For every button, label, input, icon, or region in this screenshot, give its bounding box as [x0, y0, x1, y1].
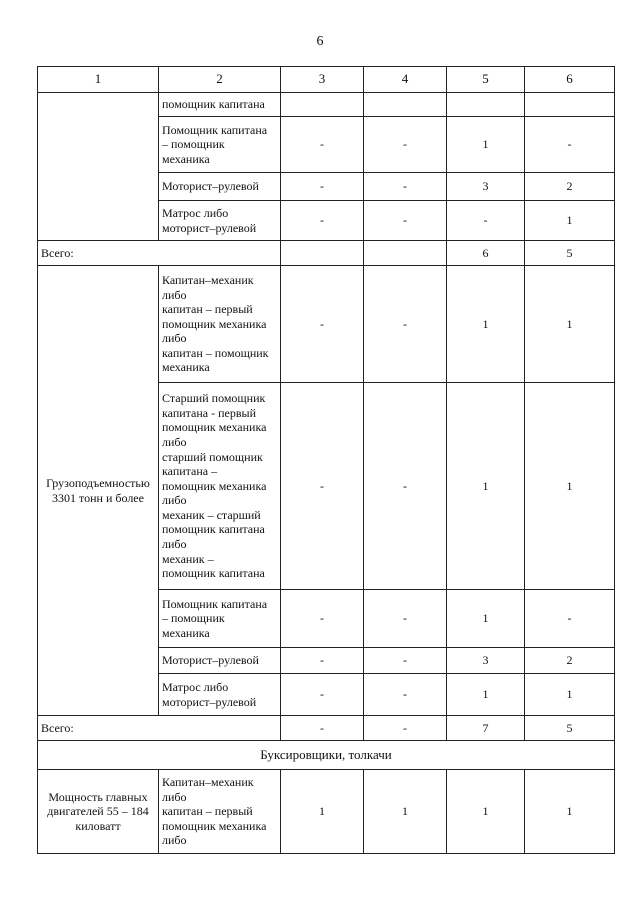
position-line: механика	[162, 151, 210, 166]
value-cell: 3	[447, 648, 525, 674]
position-line: Старший помощник	[162, 391, 266, 406]
position-cell	[159, 674, 281, 716]
value-cell: -	[364, 716, 447, 741]
value-cell: -	[281, 117, 364, 173]
header-cell: 5	[447, 67, 525, 93]
value-cell: 2	[525, 173, 615, 201]
position-line: помощник механика	[162, 478, 267, 493]
position-line: моторист–рулевой	[162, 694, 257, 709]
position-line: – помощник	[162, 137, 225, 152]
header-row	[38, 67, 615, 93]
position-cell	[159, 173, 281, 201]
category-cell	[38, 770, 159, 854]
position-line: помощник механика	[162, 818, 267, 833]
category-line: Мощность главных	[48, 789, 148, 804]
crew-table	[37, 66, 615, 854]
position-line: – помощник	[162, 611, 225, 626]
position-line: механика	[162, 625, 210, 640]
position-line: Матрос либо	[162, 205, 229, 220]
value-cell: 5	[525, 716, 615, 741]
value-cell: 1	[525, 266, 615, 383]
header-cell: 3	[281, 67, 364, 93]
position-line: помощник механика	[162, 316, 267, 331]
position-line: капитан – первый	[162, 804, 253, 819]
total-row	[38, 241, 615, 266]
position-line: Матрос либо	[162, 679, 229, 694]
position-line: помощник капитана	[162, 566, 265, 581]
header-cell: 6	[525, 67, 615, 93]
position-line: помощник капитана	[162, 522, 265, 537]
position-cell	[159, 93, 281, 117]
value-cell: -	[281, 674, 364, 716]
position-line: механика	[162, 360, 210, 375]
category-line: киловатт	[75, 818, 121, 833]
position-line: либо	[162, 833, 187, 848]
value-cell: -	[525, 590, 615, 648]
position-line: старший помощник	[162, 449, 263, 464]
value-cell: 1	[447, 117, 525, 173]
value-cell: -	[364, 201, 447, 241]
value-cell: -	[281, 266, 364, 383]
value-cell	[447, 93, 525, 117]
position-line: моторист–рулевой	[162, 220, 257, 235]
table-row	[38, 770, 615, 854]
value-cell: -	[525, 117, 615, 173]
value-cell: 1	[525, 201, 615, 241]
position-line: механик –	[162, 551, 214, 566]
value-cell: -	[281, 383, 364, 590]
position-cell	[159, 266, 281, 383]
value-cell: -	[364, 674, 447, 716]
value-cell: 2	[525, 648, 615, 674]
value-cell: 1	[525, 383, 615, 590]
position-line: капитана - первый	[162, 405, 257, 420]
position-cell	[159, 648, 281, 674]
category-line: 3301 тонн и более	[52, 490, 144, 505]
value-cell: -	[281, 201, 364, 241]
position-line: помощник механика	[162, 420, 267, 435]
value-cell: 1	[525, 674, 615, 716]
value-cell	[364, 93, 447, 117]
value-cell: 6	[447, 241, 525, 266]
value-cell: -	[281, 648, 364, 674]
position-line: помощник капитана	[162, 97, 265, 112]
position-line: капитана –	[162, 464, 218, 479]
value-cell: -	[364, 117, 447, 173]
position-line: либо	[162, 287, 187, 302]
header-cell: 2	[159, 67, 281, 93]
position-line: механик – старший	[162, 507, 261, 522]
category-cell	[38, 266, 159, 716]
value-cell: 1	[447, 266, 525, 383]
position-line: либо	[162, 434, 187, 449]
total-label: Всего:	[38, 241, 281, 266]
position-line: либо	[162, 331, 187, 346]
header-cell: 4	[364, 67, 447, 93]
category-line: Грузоподъемностью	[46, 475, 150, 490]
value-cell: 1	[364, 770, 447, 854]
position-cell	[159, 770, 281, 854]
position-line: капитан – первый	[162, 302, 253, 317]
category-line: двигателей 55 – 184	[47, 804, 149, 819]
value-cell: -	[281, 590, 364, 648]
table-row	[38, 266, 615, 383]
value-cell: -	[281, 173, 364, 201]
section-title: Буксировщики, толкачи	[38, 741, 615, 770]
position-line: Помощник капитана	[162, 596, 268, 611]
position-line: либо	[162, 493, 187, 508]
position-line: Моторист–рулевой	[162, 653, 259, 668]
value-cell: 7	[447, 716, 525, 741]
position-cell	[159, 201, 281, 241]
position-cell	[159, 383, 281, 590]
value-cell: -	[364, 648, 447, 674]
value-cell: -	[364, 173, 447, 201]
header-cell: 1	[38, 67, 159, 93]
position-line: Капитан–механик	[162, 272, 254, 287]
position-line: Помощник капитана	[162, 122, 268, 137]
position-line: капитан – помощник	[162, 345, 269, 360]
position-line: либо	[162, 537, 187, 552]
value-cell: -	[364, 383, 447, 590]
table-row	[38, 93, 615, 117]
value-cell	[281, 93, 364, 117]
value-cell: 5	[525, 241, 615, 266]
position-line: либо	[162, 789, 187, 804]
value-cell: 1	[447, 770, 525, 854]
value-cell: -	[281, 716, 364, 741]
position-cell	[159, 590, 281, 648]
value-cell	[525, 93, 615, 117]
value-cell: 1	[447, 674, 525, 716]
page-number: 6	[316, 34, 324, 49]
value-cell	[364, 241, 447, 266]
category-cell	[38, 93, 159, 241]
value-cell: 1	[447, 590, 525, 648]
total-label: Всего:	[38, 716, 281, 741]
position-line: Моторист–рулевой	[162, 179, 259, 194]
position-line: Капитан–механик	[162, 775, 254, 790]
value-cell: -	[364, 590, 447, 648]
section-row	[38, 741, 615, 770]
value-cell: 1	[447, 383, 525, 590]
total-row	[38, 716, 615, 741]
value-cell: -	[447, 201, 525, 241]
value-cell	[281, 241, 364, 266]
value-cell: 1	[281, 770, 364, 854]
value-cell: -	[364, 266, 447, 383]
position-cell	[159, 117, 281, 173]
value-cell: 3	[447, 173, 525, 201]
value-cell: 1	[525, 770, 615, 854]
